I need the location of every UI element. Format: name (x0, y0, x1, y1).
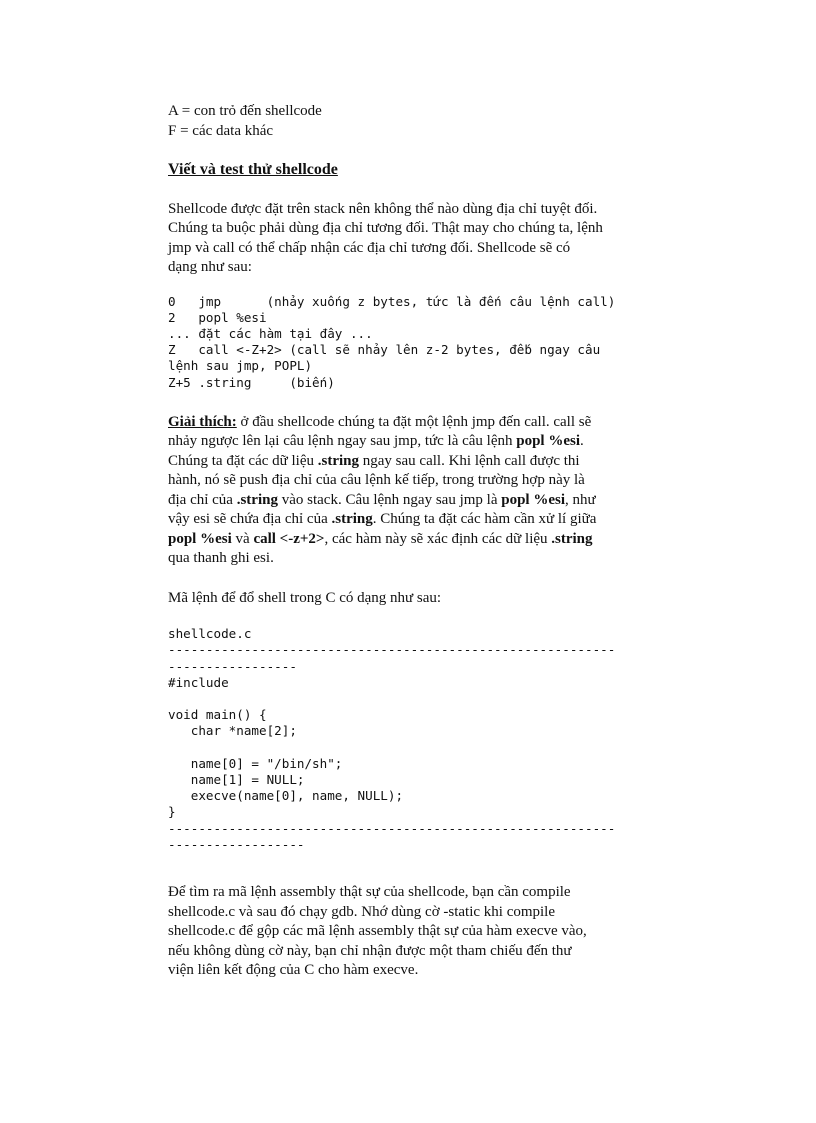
text-span: và (231, 530, 254, 547)
bold-span: .string (331, 511, 373, 528)
code-block-layout (168, 294, 648, 391)
bold-span: popl %esi (501, 491, 566, 508)
text-line (168, 413, 648, 433)
code-line: ----------------------------------------------------------- (168, 642, 616, 658)
code-line: name[0] = "/bin/sh"; (168, 755, 343, 771)
code-blank-line (168, 740, 648, 756)
text-line (168, 432, 648, 452)
document-page (168, 102, 648, 981)
text-line: shellcode.c để gộp các mã lệnh assembly thật sự của hàm execve vào, (168, 923, 587, 940)
code-block-c (168, 626, 648, 853)
intro-line: F = các data khác (168, 122, 274, 139)
section-heading: Viết và test thử shellcode (168, 161, 338, 178)
code-line: 0 jmp (nhảy xuống z bytes, tức là đến câu lệnh call) (168, 293, 616, 309)
text-line: Để tìm ra mã lệnh assembly thật sự của shellcode, bạn cần compile (168, 884, 571, 901)
code-line: Z+5 .string (biến) (168, 374, 335, 390)
text-line (168, 452, 648, 472)
text-line: Shellcode được đặt trên stack nên không thể nào dùng địa chỉ tuyệt đối. (168, 200, 598, 217)
text-line: dạng như sau: (168, 259, 252, 275)
text-span: ở đầu shellcode chúng ta đặt một lệnh jmp đến call. call sẽ (236, 413, 592, 430)
text-line: hành, nó sẽ push địa chỉ của câu lệnh kế tiếp, trong trường hợp này là (168, 472, 585, 489)
code-line: name[1] = NULL; (168, 772, 305, 788)
paragraph-shellcode-intro (168, 200, 648, 278)
text-span: ngay sau call. Khi lệnh call được thi (359, 452, 580, 469)
paragraph-compile-note (168, 883, 648, 981)
text-line: viện liên kết động của C cho hàm execve. (168, 962, 419, 979)
code-line: } (168, 804, 176, 820)
text-line: shellcode.c và sau đó chạy gdb. Nhớ dùng cờ -static khi compile (168, 903, 556, 920)
bold-span: .string (551, 530, 593, 547)
text-span: , các hàm này sẽ xác định các dữ liệu (324, 530, 552, 547)
code-line: lệnh sau jmp, POPL) (168, 358, 313, 374)
code-line: 2 popl %esi (168, 309, 267, 325)
text-line (168, 491, 648, 511)
code-line: ----------------------------------------------------------- (168, 820, 616, 836)
bold-span: popl %esi (168, 530, 232, 547)
text-line: jmp và call có thể chấp nhận các địa chỉ tương đối. Shellcode sẽ có (168, 239, 571, 256)
text-span: vào stack. Câu lệnh ngay sau jmp là (277, 491, 502, 508)
paragraph-explanation (168, 413, 648, 569)
explanation-label: Giải thích: (168, 413, 237, 430)
code-line: char *name[2]; (168, 723, 297, 739)
text-span: địa chỉ của (168, 491, 237, 508)
intro-block (168, 102, 648, 141)
text-span: . Chúng ta đặt các hàm cần xử lí giữa (372, 511, 597, 528)
intro-line: A = con trỏ đến shellcode (168, 103, 322, 119)
text-line: Chúng ta buộc phải dùng địa chỉ tương đối. Thật may cho chúng ta, lệnh (168, 220, 603, 236)
code-line: void main() { (168, 707, 267, 723)
text-line (168, 510, 648, 530)
text-span: Chúng ta đặt các dữ liệu (168, 452, 318, 469)
text-span: , như (565, 491, 596, 508)
text-line: nếu không dùng cờ này, bạn chỉ nhận được một tham chiếu đến thư (168, 942, 572, 959)
code-line: ------------------ (168, 836, 305, 852)
code-blank-line (168, 691, 648, 707)
bold-span: .string (236, 491, 278, 508)
code-line: shellcode.c (168, 626, 252, 642)
code-line: ... đặt các hàm tại đây ... (168, 325, 373, 341)
text-span: . (580, 433, 584, 450)
text-line (168, 530, 648, 550)
text-line: qua thanh ghi esi. (168, 550, 274, 567)
paragraph-c-intro: Mã lệnh để đổ shell trong C có dạng như sau: (168, 589, 442, 606)
text-span: nhảy ngược lên lại câu lệnh ngay sau jmp, tức là câu lệnh (168, 433, 517, 450)
bold-span: call <-z+2> (253, 530, 325, 547)
bold-span: popl %esi (516, 433, 581, 450)
code-line: #include (168, 674, 229, 690)
code-line: execve(name[0], name, NULL); (168, 788, 404, 804)
code-line: Z call <-Z+2> (call sẽ nhảy lên z-2 bytes, đếb ngay câu (168, 342, 601, 358)
code-line: ----------------- (168, 658, 297, 674)
bold-span: .string (317, 452, 360, 469)
text-span: vậy esi sẽ chứa địa chỉ của (168, 511, 332, 528)
